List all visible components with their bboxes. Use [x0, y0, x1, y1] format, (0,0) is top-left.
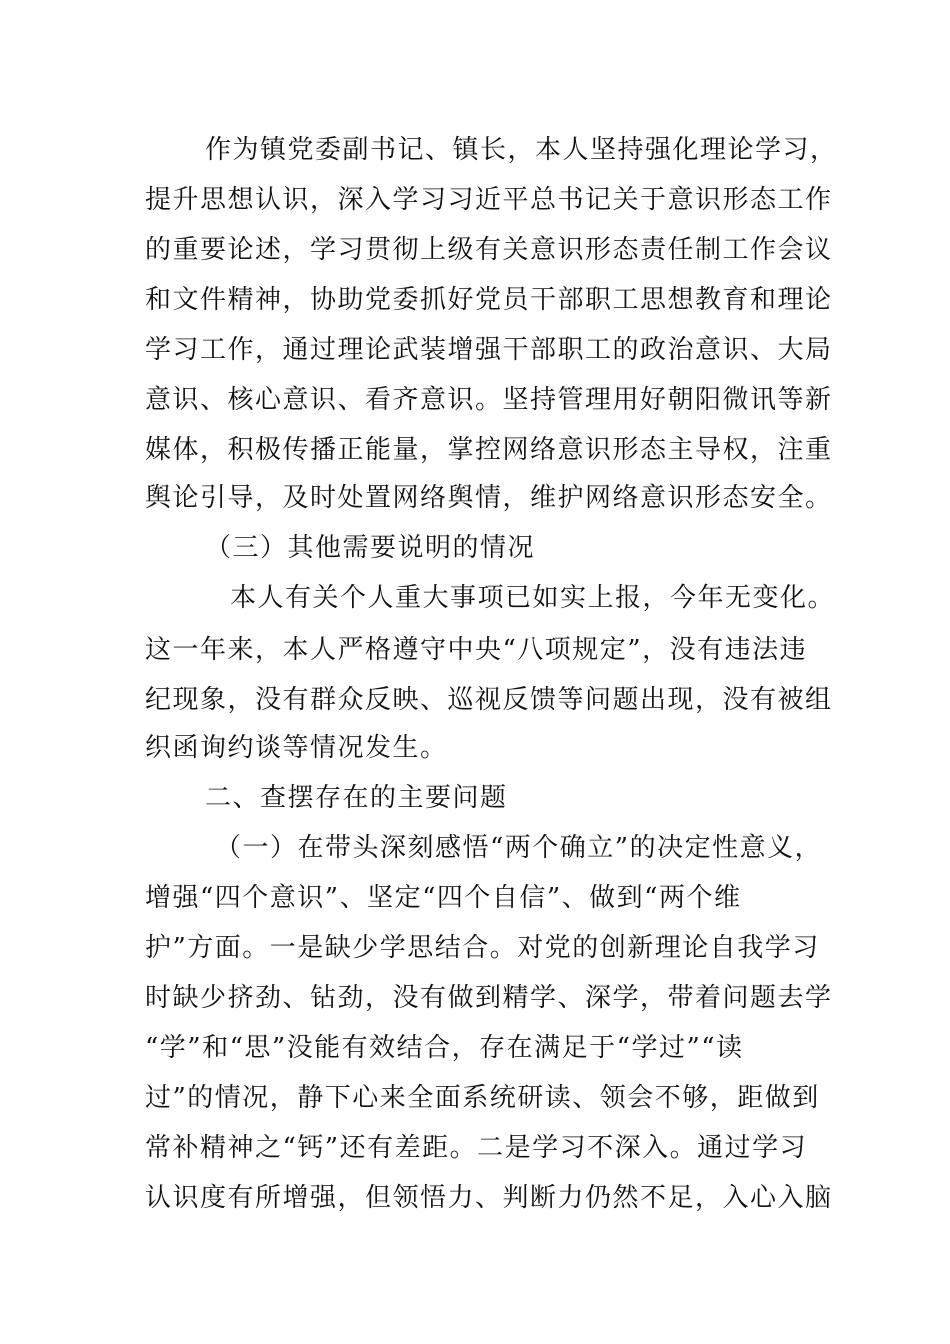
text-line: 作为镇党委副书记、镇长，本人坚持强化理论学习， — [205, 135, 838, 165]
text-line: 本人有关个人重大事项已如实上报，今年无变化。 — [230, 583, 836, 613]
text-line: 舆论引导，及时处置网络舆情，维护网络意识形态安全。 — [145, 483, 833, 513]
text-line: 增强“四个意识”、坚定“四个自信”、做到“两个维 — [145, 883, 742, 913]
section-heading-main-problems: 二、查摆存在的主要问题 — [205, 783, 508, 813]
text-line: 认识度有所增强，但领悟力、判断力仍然不足，入心入脑 — [145, 1183, 833, 1213]
text-line: 护”方面。一是缺少学思结合。对党的创新理论自我学习 — [145, 933, 820, 963]
text-line: “学”和“思”没能有效结合，存在满足于“学过”“读 — [145, 1033, 744, 1063]
text-line: 和文件精神，协助党委抓好党员干部职工思想教育和理论 — [145, 285, 833, 315]
text-line: 的重要论述，学习贯彻上级有关意识形态责任制工作会议 — [145, 235, 833, 265]
text-line: 常补精神之“钙”还有差距。二是学习不深入。通过学习 — [145, 1133, 808, 1163]
text-line: 这一年来，本人严格遵守中央“八项规定”，没有违法违 — [145, 635, 808, 665]
text-line: 过”的情况，静下心来全面系统研读、领会不够，距做到 — [145, 1083, 820, 1113]
text-line: 织函询约谈等情况发生。 — [145, 733, 448, 763]
text-line: 意识、核心意识、看齐意识。坚持管理用好朝阳微讯等新 — [145, 385, 833, 415]
text-line: 纪现象，没有群众反映、巡视反馈等问题出现，没有被组 — [145, 685, 833, 715]
text-line: 时缺少挤劲、钻劲，没有做到精学、深学，带着问题去学 — [145, 983, 833, 1013]
text-line: 提升思想认识，深入学习习近平总书记关于意识形态工作 — [145, 185, 833, 215]
text-line: （一）在带头深刻感悟“两个确立”的决定性意义， — [215, 833, 823, 863]
text-line: 学习工作，通过理论武装增强干部职工的政治意识、大局 — [145, 335, 833, 365]
section-heading-other-matters: （三）其他需要说明的情况 — [205, 533, 536, 563]
text-line: 媒体，积极传播正能量，掌控网络意识形态主导权，注重 — [145, 435, 833, 465]
